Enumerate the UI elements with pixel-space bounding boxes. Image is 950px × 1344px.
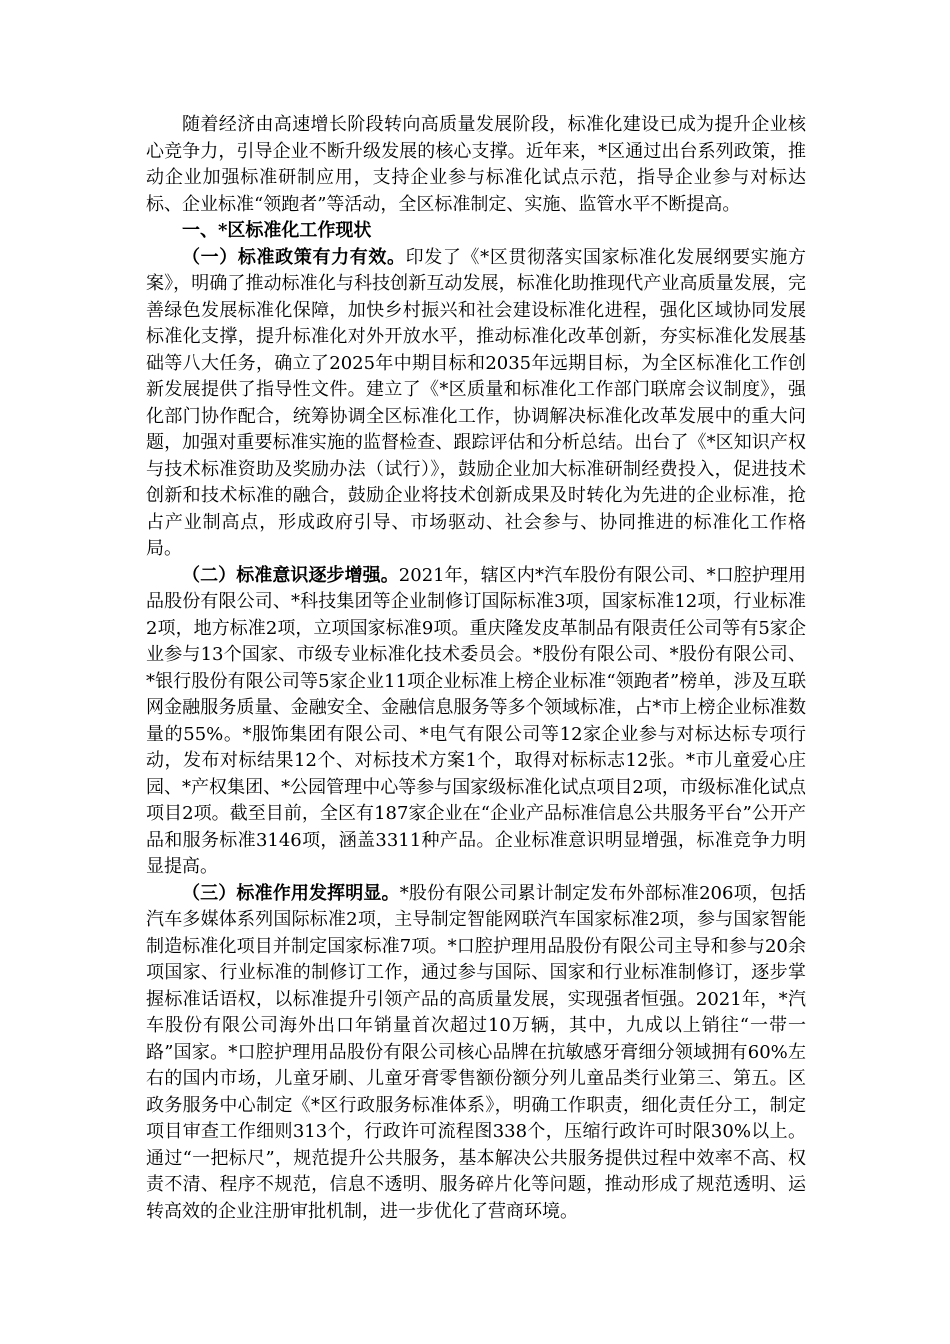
subsection-effect [146, 881, 806, 1226]
subsection-effect-body: *股份有限公司累计制定发布外部标准206项，包括汽车多媒体系列国际标准2项，主导制定智能网联汽车国家标准2项，参与国家智能制造标准化项目并制定国家标准7项。*口腔护理用品股份有限公司主导和参与20余项国家、行业标准的制修订工作，通过参与国际、国家和行业标准制修订，逐步掌握标准话语权，以标准提升引领产品的高质量发展，实现强者恒强。2021年，*汽车股份有限公司海外出口年销量首次超过10万辆，其中，九成以上销往“一带一路”国家。*口腔护理用品股份有限公司核心品牌在抗敏感牙膏细分领域拥有60%左右的国内市场，儿童牙刷、儿童牙膏零售额份额分列儿童品类行业第三、第五。区政务服务中心制定《*区行政服务标准体系》，明确工作职责，细化责任分工，制定项目审查工作细则313个，行政许可流程图338个，压缩行政许可时限30%以上。通过“一把标尺”，规范提升公共服务，基本解决公共服务提供过程中效率不高、权责不清、程序不规范，信息不透明、服务碎片化等问题，推动形成了规范透明、运转高效的企业注册审批机制，进一步优化了营商环境。 [146, 882, 806, 1222]
subsection-effect-title: （三）标准作用发挥明显。 [182, 882, 400, 904]
subsection-awareness-title: （二）标准意识逐步增强。 [182, 564, 399, 586]
intro-paragraph: 随着经济由高速增长阶段转向高质量发展阶段，标准化建设已成为提升企业核心竞争力，引导企业不断升级发展的核心支撑。近年来，*区通过出台系列政策，推动企业加强标准研制应用，支持企业参与标准化试点示范，指导企业参与对标达标、企业标准“领跑者”等活动，全区标准制定、实施、监管水平不断提高。 [146, 114, 806, 215]
document-page [146, 112, 806, 1225]
subsection-policy-body: 印发了《*区贯彻落实国家标准化发展纲要实施方案》，明确了推动标准化与科技创新互动发展，标准化助推现代产业高质量发展，完善绿色发展标准化保障，加快乡村振兴和社会建设标准化进程，强化区域协同发展标准化支撑，提升标准化对外开放水平，推动标准化改革创新，夯实标准化发展基础等八大任务，确立了2025年中期目标和2035年远期目标，为全区标准化工作创新发展提供了指导性文件。建立了《*区质量和标准化工作部门联席会议制度》，强化部门协作配合，统筹协调全区标准化工作，协调解决标准化改革发展中的重大问题，加强对重要标准实施的监督检查、跟踪评估和分析总结。出台了《*区知识产权与技术标准资助及奖励办法（试行）》，鼓励企业加大标准研制经费投入，促进技术创新和技术标准的融合，鼓励企业将技术创新成果及时转化为先进的企业标准，抢占产业制高点，形成政府引导、市场驱动、社会参与、协同推进的标准化工作格局。 [146, 246, 807, 559]
subsection-awareness-body: 2021年，辖区内*汽车股份有限公司、*口腔护理用品股份有限公司、*科技集团等企业制修订国际标准3项，国家标准12项，行业标准2项，地方标准2项，立项国家标准9项。重庆隆发皮革制品有限责任公司等有5家企业参与13个国家、市级专业标准化技术委员会。*股份有限公司、*股份有限公司、*银行股份有限公司等5家企业11项企业标准上榜企业标准“领跑者”榜单，涉及互联网金融服务质量、金融安全、金融信息服务等多个领域标准，占*市上榜企业标准数量的55%。*服饰集团有限公司、*电气有限公司等12家企业参与对标达标专项行动，发布对标结果12个、对标技术方案1个，取得对标标志12张。*市儿童爱心庄园、*产权集团、*公园管理中心等参与国家级标准化试点项目2项，市级标准化试点项目2项。截至目前，全区有187家企业在“企业产品标准信息公共服务平台”公开产品和服务标准3146项，涵盖3311种产品。企业标准意识明显增强，标准竞争力明显提高。 [146, 564, 806, 877]
subsection-policy [146, 245, 806, 563]
section-heading: 一、*区标准化工作现状 [182, 220, 372, 241]
subsection-policy-title: （一）标准政策有力有效。 [182, 246, 406, 268]
subsection-awareness [146, 563, 806, 881]
